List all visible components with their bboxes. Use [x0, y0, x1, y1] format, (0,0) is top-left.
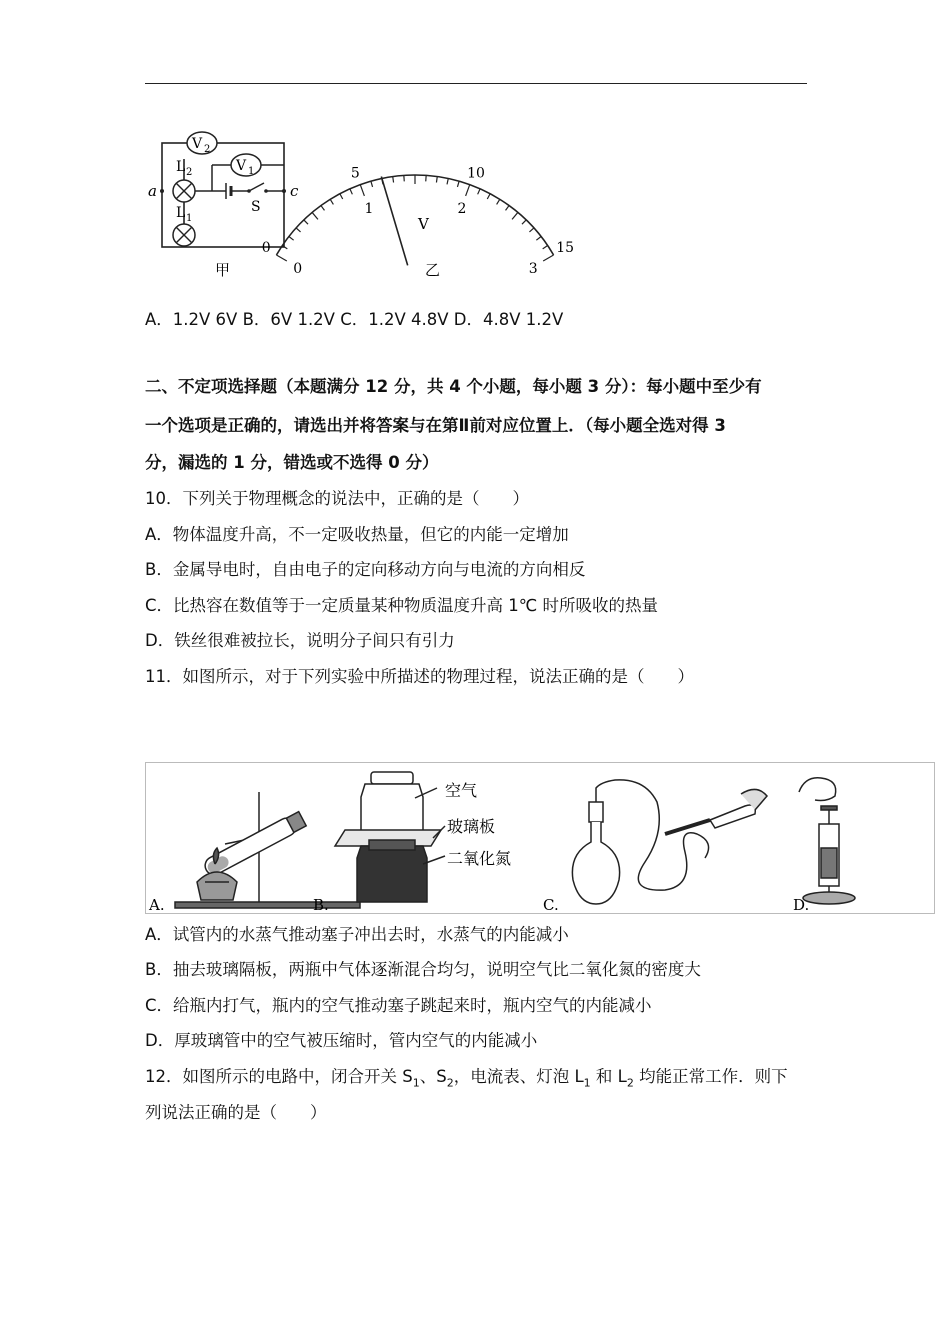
q9-options: A．1.2V 6V B．6V 1.2V C．1.2V 4.8V D．4.8V 1.2V [145, 310, 564, 329]
battery-and-switch [220, 183, 270, 215]
dial-unit: V [418, 215, 429, 233]
q10-option-c: C．比热容在数值等于一定质量某种物质温度升高 1℃ 时所吸收的热量 [145, 596, 659, 615]
dial-bottom-label: 3 [528, 261, 538, 277]
experiment-d-label: D. [793, 896, 810, 914]
dial-bottom-label: 1 [364, 201, 374, 218]
dial-tick [330, 199, 333, 204]
label-c: c [290, 182, 299, 200]
dial-tick [506, 206, 510, 211]
section2-heading-line3: 分，漏选的 1 分，错选或不选得 0 分） [145, 453, 439, 472]
svg-text:S: S [251, 199, 261, 215]
dial-tick [497, 199, 500, 204]
voltmeter-v2 [187, 132, 217, 155]
svg-text:V: V [236, 158, 247, 174]
dial-tick [543, 246, 548, 249]
dial-tick [436, 177, 437, 183]
dial-tick [360, 185, 364, 196]
dial-arc [276, 175, 553, 255]
svg-text:2: 2 [186, 167, 193, 178]
header-rule [145, 83, 807, 84]
q11-option-c: C．给瓶内打气，瓶内的空气推动塞子跳起来时，瓶内空气的内能减小 [145, 996, 652, 1015]
caption-yi: 乙 [425, 261, 441, 279]
q12-stem-line1: 12．如图所示的电路中，闭合开关 $S_1$、$S_2$，电流表、灯泡 $L_1$ 和 $L_2$ 均能正常工作．则下 [145, 1067, 788, 1090]
dial-top-label: 0 [261, 240, 271, 256]
caption-jia: 甲 [215, 261, 231, 279]
q10-option-b: B．金属导电时，自由电子的定向移动方向与电流的方向相反 [145, 560, 586, 579]
experiment-a-label: A. [149, 896, 165, 914]
dial-tick [371, 181, 373, 187]
lamp-l1 [173, 205, 195, 246]
label-air: 空气 [445, 781, 478, 800]
figure-experiments [145, 762, 935, 914]
dial-tick [340, 194, 343, 199]
dial-tick [350, 189, 352, 194]
node-c [282, 189, 286, 193]
dial-tick [447, 178, 448, 184]
node-a [160, 189, 164, 193]
q11-stem: 11．如图所示，对于下列实验中所描述的物理过程，说法正确的是（ ） [145, 667, 694, 686]
label-no2: 二氧化氮 [447, 849, 512, 868]
dial-tick [529, 228, 533, 232]
dial-tick [457, 181, 459, 187]
dial-tick [522, 220, 526, 224]
dial-tick [276, 255, 286, 261]
dial-tick [487, 194, 490, 199]
dial-tick [536, 236, 541, 240]
section2-heading-line2: 一个选项是正确的，请选出并将答案与在第Ⅱ前对应位置上．（每小题全选对得 3 [145, 416, 726, 435]
dial-tick [289, 236, 294, 240]
dial-bottom-label: 2 [457, 201, 467, 218]
experiment-b-label: B. [313, 896, 329, 914]
q10-option-a: A．物体温度升高，不一定吸收热量，但它的内能一定增加 [145, 525, 569, 544]
dial-tick [466, 185, 470, 196]
svg-text:V: V [192, 136, 203, 152]
dial-top-label: 10 [467, 165, 485, 182]
dial-top-label: 5 [350, 165, 360, 182]
figure-circuit-and-meter [140, 125, 575, 285]
voltmeter-dial [262, 165, 574, 277]
dial-top-label: 15 [556, 240, 575, 256]
dial-tick [304, 220, 308, 224]
dial-tick [478, 189, 480, 194]
label-a: a [148, 182, 157, 200]
label-glass-plate: 玻璃板 [447, 817, 496, 836]
lamp-l2 [173, 159, 195, 202]
svg-text:L: L [176, 205, 186, 221]
dial-tick [312, 212, 318, 219]
q11-option-d: D．厚玻璃管中的空气被压缩时，管内空气的内能减小 [145, 1031, 538, 1050]
svg-text:2: 2 [204, 144, 211, 155]
dial-tick [512, 212, 518, 219]
dial-tick [321, 206, 325, 211]
dial-bottom-label: 0 [293, 261, 303, 277]
svg-text:1: 1 [186, 213, 193, 224]
dial-tick [543, 255, 553, 261]
q11-option-a: A．试管内的水蒸气推动塞子冲出去时，水蒸气的内能减小 [145, 925, 569, 944]
q12-stem-line2: 列说法正确的是（ ） [145, 1103, 327, 1122]
dial-pointer [381, 177, 407, 266]
svg-text:L: L [176, 159, 186, 175]
q10-stem: 10．下列关于物理概念的说法中，正确的是（ ） [145, 489, 529, 508]
dial-tick [296, 228, 300, 232]
q11-option-b: B．抽去玻璃隔板，两瓶中气体逐渐混合均匀，说明空气比二氧化氮的密度大 [145, 960, 701, 979]
svg-text:1: 1 [248, 166, 255, 177]
section2-heading-line1: 二、不定项选择题（本题满分 12 分，共 4 个小题，每小题 3 分）：每小题中至少有 [145, 377, 762, 396]
dial-tick [393, 177, 394, 183]
q10-option-d: D．铁丝很难被拉长，说明分子间只有引力 [145, 631, 455, 650]
experiment-c-label: C. [543, 896, 559, 914]
